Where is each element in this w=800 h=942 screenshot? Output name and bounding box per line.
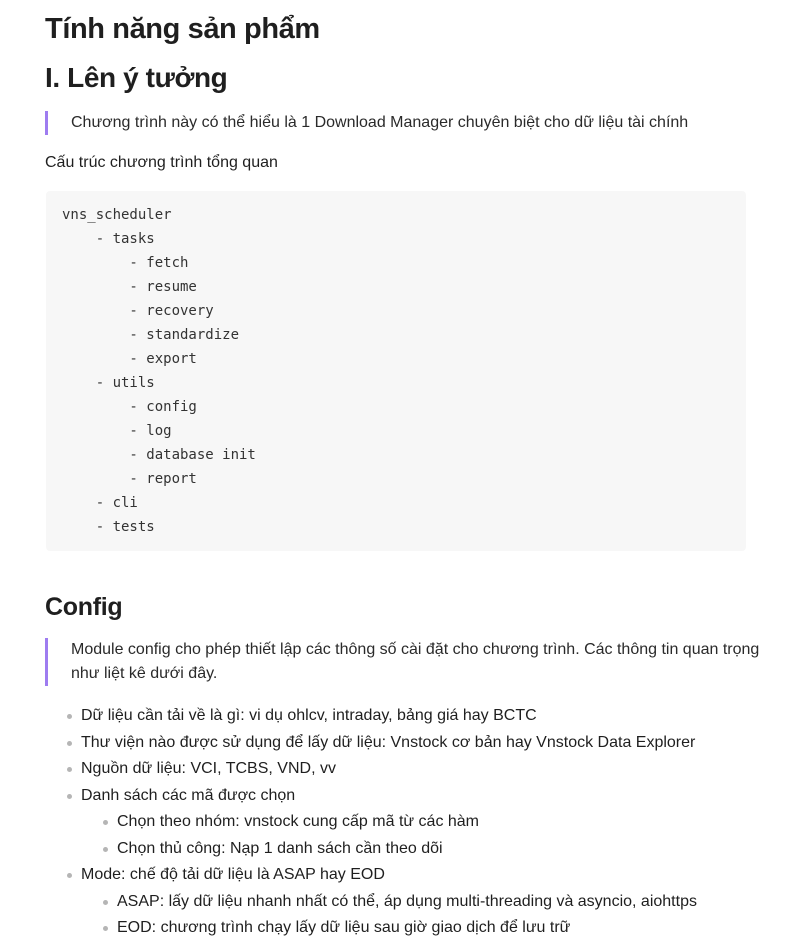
callout-quote-text: Module config cho phép thiết lập các thông số cài đặt cho chương trình. Các thông tin quan trọng như liệt kê dưới đây. xyxy=(71,641,760,682)
code-line: - tests xyxy=(62,519,155,535)
bullet-dot-icon xyxy=(67,741,72,746)
code-line: - log xyxy=(62,423,172,439)
list-item-text: Chọn thủ công: Nạp 1 danh sách cần theo dõi xyxy=(117,839,443,857)
callout-quote xyxy=(45,111,761,135)
bullet-dot-icon xyxy=(103,900,108,905)
code-line: - utils xyxy=(62,375,155,391)
list-item-text: Dữ liệu cần tải về là gì: vi dụ ohlcv, intraday, bảng giá hay BCTC xyxy=(81,707,537,724)
page-title: Tính năng sản phẩm xyxy=(45,13,320,45)
sub-list-item xyxy=(45,809,765,836)
code-line: - cli xyxy=(62,495,138,511)
code-line: vns_scheduler xyxy=(62,207,172,223)
bullet-dot-icon xyxy=(103,926,108,931)
code-line: - config xyxy=(62,399,197,415)
list-item-text: EOD: chương trình chạy lấy dữ liệu sau giờ giao dịch để lưu trữ xyxy=(117,919,571,936)
code-line: - report xyxy=(62,471,197,487)
code-line: - fetch xyxy=(62,255,189,271)
list-item-text: Mode: chế độ tải dữ liệu là ASAP hay EOD xyxy=(81,866,385,883)
bullet-dot-icon xyxy=(67,873,72,878)
code-line: - tasks xyxy=(62,231,155,247)
list-item-text: Thư viện nào được sử dụng để lấy dữ liệu: Vnstock cơ bản hay Vnstock Data Explorer xyxy=(81,733,696,751)
list-item xyxy=(45,730,765,757)
list-item xyxy=(45,756,765,783)
section-heading-ideas: I. Lên ý tưởng xyxy=(45,62,228,93)
list-item-text: Nguồn dữ liệu: VCI, TCBS, VND, vv xyxy=(81,760,336,777)
code-line: - recovery xyxy=(62,303,214,319)
list-item xyxy=(45,862,765,889)
bullet-dot-icon xyxy=(67,794,72,799)
list-item-text: Danh sách các mã được chọn xyxy=(81,786,296,804)
bullet-dot-icon xyxy=(103,847,108,852)
list-item xyxy=(45,783,765,810)
code-line: - export xyxy=(62,351,197,367)
code-block[interactable] xyxy=(46,191,746,551)
code-line: - standardize xyxy=(62,327,240,343)
config-bullet-list xyxy=(45,703,765,942)
section-heading-config: Config xyxy=(45,593,123,621)
list-item xyxy=(45,703,765,730)
bullet-dot-icon xyxy=(67,767,72,772)
bullet-dot-icon xyxy=(67,714,72,719)
list-item-text: Chọn theo nhóm: vnstock cung cấp mã từ các hàm xyxy=(117,813,480,830)
bullet-dot-icon xyxy=(103,820,108,825)
sub-list-item xyxy=(45,836,765,863)
list-item-text: ASAP: lấy dữ liệu nhanh nhất có thể, áp dụng multi-threading và asyncio, aiohttps xyxy=(117,892,697,910)
sub-list-item xyxy=(45,915,765,942)
paragraph-structure-intro: Cấu trúc chương trình tổng quan xyxy=(45,154,278,171)
callout-quote-text: Chương trình này có thể hiểu là 1 Download Manager chuyên biệt cho dữ liệu tài chính xyxy=(71,114,689,131)
sub-list-item xyxy=(45,889,765,916)
callout-quote-config xyxy=(45,638,761,686)
code-line: - resume xyxy=(62,279,197,295)
code-line: - database init xyxy=(62,447,256,463)
